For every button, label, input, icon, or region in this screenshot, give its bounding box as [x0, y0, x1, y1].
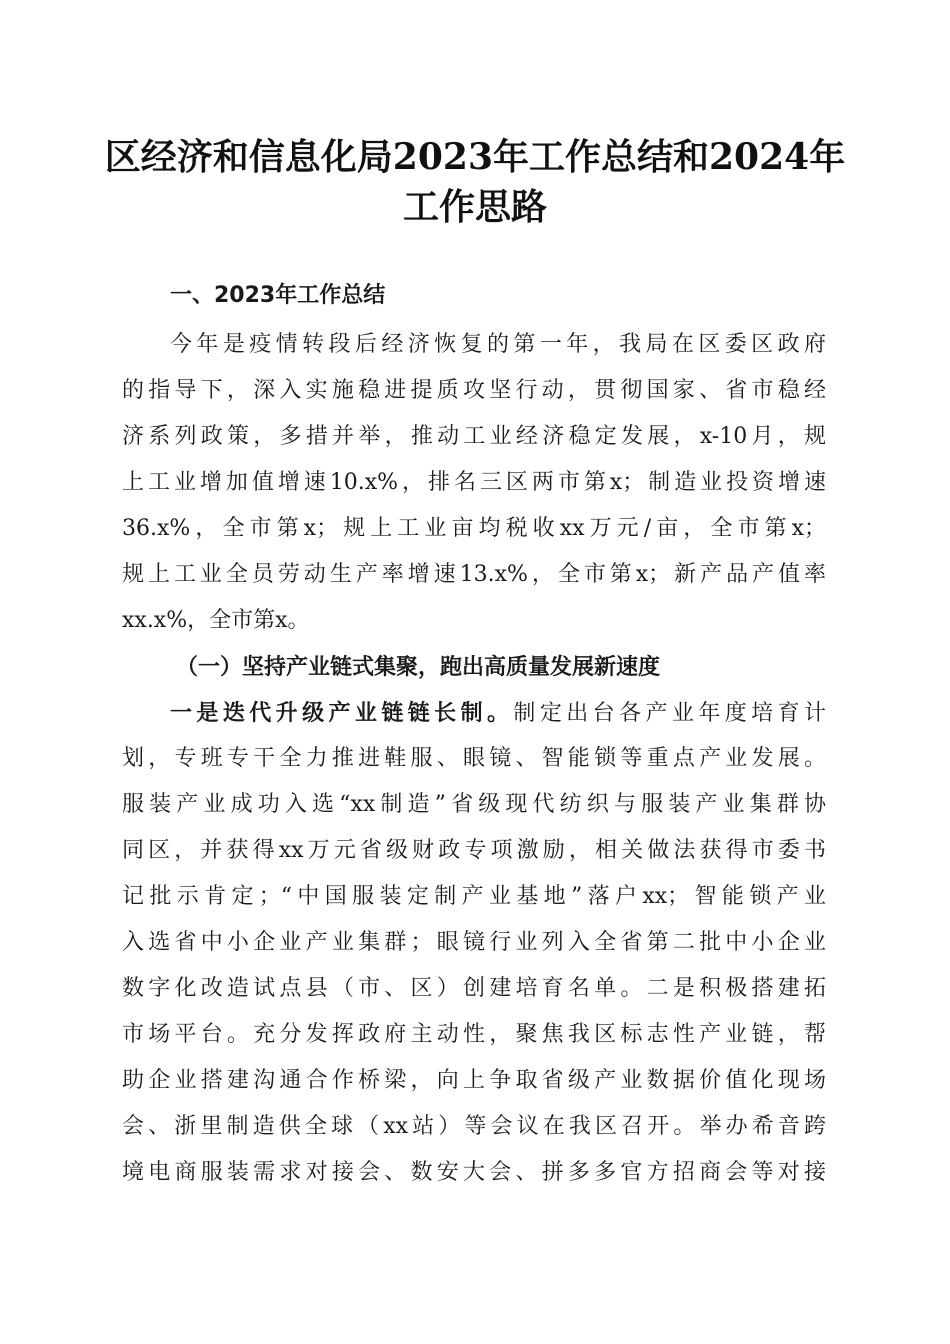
paragraph-line: xx.x%，全市第x。 — [122, 608, 310, 633]
paragraph-line: 规上工业全员劳动生产率增速13.x%，全市第x；新产品产值率 — [122, 562, 826, 587]
paragraph-line: 划，专班专干全力推进鞋服、眼镜、智能锁等重点产业发展。 — [122, 746, 826, 771]
paragraph-line: 济系列政策，多措并举，推动工业经济稳定发展，x-10月，规 — [122, 424, 826, 449]
paragraph-line: 36.x%，全市第x；规上工业亩均税收xx万元/亩，全市第x； — [122, 516, 826, 541]
paragraph-line: 服装产业成功入选“xx制造”省级现代纺织与服装产业集群协 — [122, 792, 826, 817]
paragraph-text: 制定出台各产业年度培育计 — [513, 701, 826, 726]
title-line-2: 工作思路 — [402, 186, 547, 228]
title-line-1: 区经济和信息化局2023年工作总结和2024年 — [104, 136, 846, 178]
paragraph-line: 的指导下，深入实施稳进提质攻坚行动，贯彻国家、省市稳经 — [122, 378, 826, 403]
document-body — [122, 270, 826, 1196]
paragraph-line: 上工业增加值增速10.x%，排名三区两市第x；制造业投资增速 — [122, 470, 826, 495]
subsection-heading: （一）坚持产业链式集聚，跑出高质量发展新速度 — [176, 654, 661, 680]
paragraph-line: 会、浙里制造供全球（xx站）等会议在我区召开。举办希音跨 — [122, 1114, 826, 1139]
paragraph-line: 入选省中小企业产业集群；眼镜行业列入全省第二批中小企业 — [122, 930, 826, 955]
paragraph-line: 市场平台。充分发挥政府主动性，聚焦我区标志性产业链，帮 — [122, 1022, 826, 1047]
paragraph-line: 数字化改造试点县（市、区）创建培育名单。二是积极搭建拓 — [122, 976, 826, 1001]
paragraph-line: 记批示肯定；“中国服装定制产业基地”落户xx；智能锁产业 — [122, 884, 826, 909]
paragraph-line: 同区，并获得xx万元省级财政专项激励，相关做法获得市委书 — [122, 838, 826, 863]
paragraph-line: 境电商服装需求对接会、数安大会、拼多多官方招商会等对接 — [122, 1160, 826, 1185]
paragraph-line — [122, 690, 826, 736]
section-heading: 一、2023年工作总结 — [170, 283, 386, 308]
body-paragraph — [122, 690, 826, 1196]
document-title — [100, 132, 850, 232]
paragraph-lead: 一是迭代升级产业链链长制。 — [170, 700, 514, 726]
intro-paragraph — [122, 322, 826, 644]
paragraph-line: 今年是疫情转段后经济恢复的第一年，我局在区委区政府 — [170, 332, 826, 357]
paragraph-line: 助企业搭建沟通合作桥梁，向上争取省级产业数据价值化现场 — [122, 1068, 826, 1093]
